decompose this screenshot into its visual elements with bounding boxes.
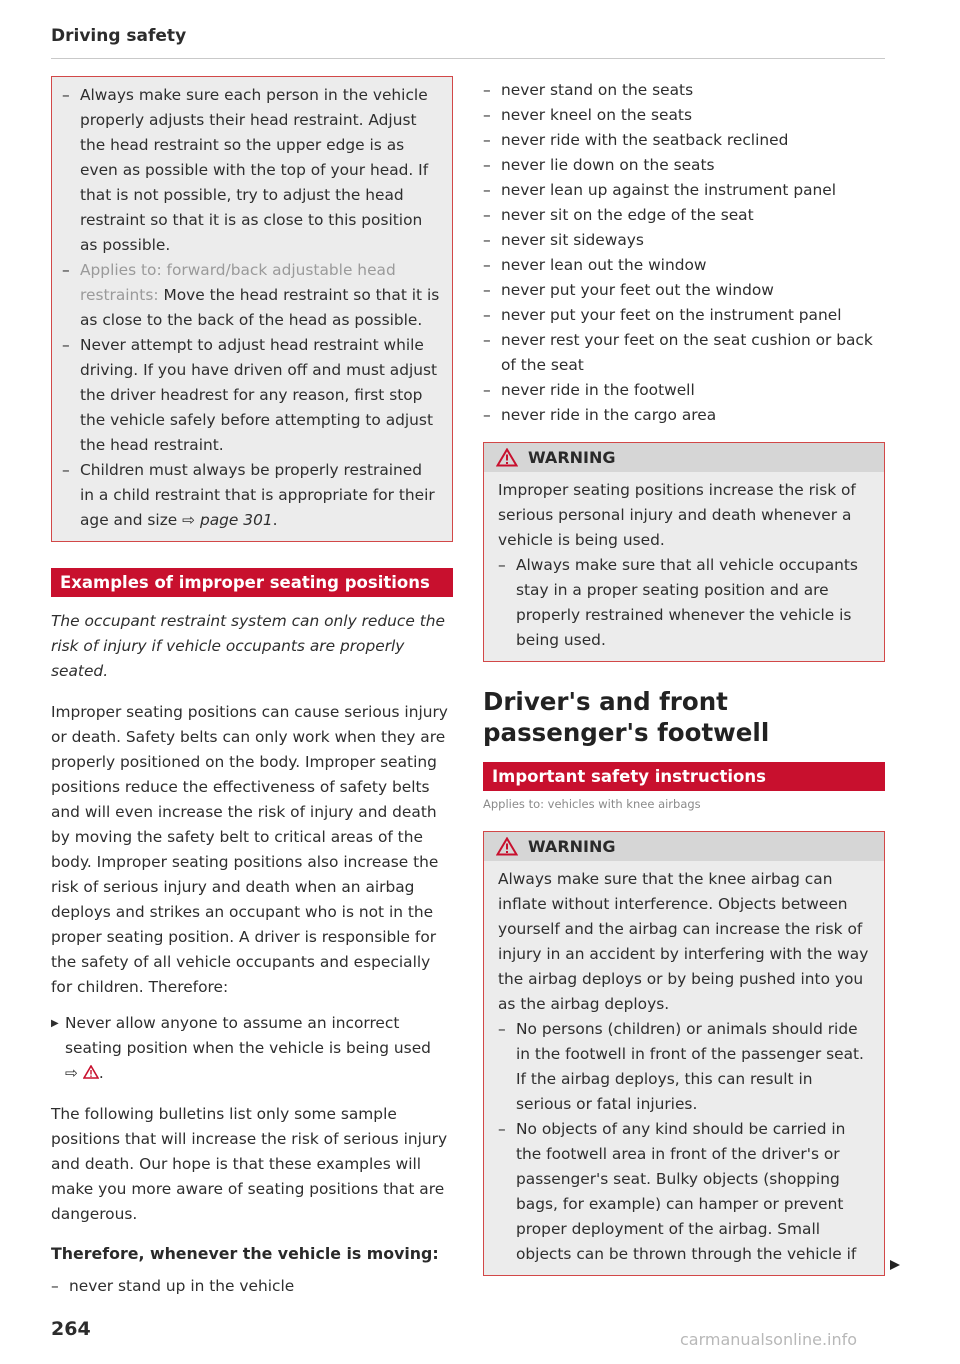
warning-box — [483, 831, 885, 1276]
warning-text: Improper seating positions increase the risk of serious personal injury and death whenever a vehicle is being used. — [498, 481, 856, 549]
list-item: – never put your feet out the window — [483, 278, 885, 303]
continue-arrow-icon — [888, 1258, 902, 1272]
list-item: – Children must always be properly restrained in a child restraint that is appropriate for their age and size ⇨ page 301. — [62, 458, 440, 533]
list-item: – No persons (children) or animals should ride in the footwell in front of the passenger seat. If the airbag deploys, this can result in serious or fatal injuries. — [498, 1017, 870, 1117]
warning-box — [483, 442, 885, 662]
applies-to-note: Applies to: vehicles with knee airbags — [483, 797, 701, 811]
warning-header — [484, 443, 884, 472]
section-bar: Examples of improper seating positions — [51, 568, 453, 597]
list-item: – Applies to: forward/back adjustable head restraints: Move the head restraint so that it is as close to the back of the head as possible. — [62, 258, 440, 333]
page-number: 264 — [51, 1318, 91, 1340]
warning-triangle-icon — [496, 448, 518, 467]
section-intro: The occupant restraint system can only reduce the risk of injury if vehicle occupants are properly seated. — [51, 612, 445, 680]
paragraph: Improper seating positions can cause serious injury or death. Safety belts can only work when they are properly positioned on the body. Improper seating positions reduce the effectiveness of safety belts and will even increase the risk of injury and death by moving the safety belt to critical areas of the body. Improper seating positions also increase the risk of serious injury and death when an airbag deploys and strikes an occupant who is not in the proper seating position. A driver is responsible for the safety of all vehicle occupants and especially for children. Therefore: — [51, 703, 448, 996]
triangle-bullet-icon: ▶ — [51, 1018, 59, 1029]
list-item: – never ride with the seatback reclined — [483, 128, 885, 153]
warning-text: Always make sure that the knee airbag can inflate without interference. Objects between yourself and the airbag can increase the risk of injury in an accident by interfering with the way the airbag deploys or by being pushed into you as the airbag deploys. — [498, 870, 869, 1013]
list-item: – never stand up in the vehicle — [51, 1274, 453, 1299]
section-title: Driver's and front passenger's footwell — [483, 687, 770, 747]
head-restraint-notebox — [51, 76, 453, 542]
paragraph: The following bulletins list only some sample positions that will increase the risk of serious injury and death. Our hope is that these examples will make you more aware of seating positions that are dangerous. — [51, 1105, 448, 1223]
warning-reference-link[interactable]: ⇨ . — [65, 1064, 104, 1082]
list-item: – Always make sure that all vehicle occupants stay in a proper seating position and are properly restrained whenever the vehicle is being used. — [498, 553, 870, 653]
list-item: – never lean up against the instrument panel — [483, 178, 885, 203]
list-item: – never kneel on the seats — [483, 103, 885, 128]
warning-triangle-icon — [496, 837, 518, 856]
list-item: – never ride in the footwell — [483, 378, 885, 403]
list-item: – never sit on the edge of the seat — [483, 203, 885, 228]
list-item: – never lie down on the seats — [483, 153, 885, 178]
page-reference-link[interactable]: ⇨ page 301 — [182, 511, 273, 529]
header-title: Driving safety — [51, 26, 187, 46]
left-column — [51, 76, 453, 1299]
list-item: – No objects of any kind should be carried in the footwell area in front of the driver's or passenger's seat. Bulky objects (shopping bags, for example) can hamper or prevent proper deployment of the airbag. Small objects can be thrown through the vehicle if — [498, 1117, 870, 1267]
list-item: – Never attempt to adjust head restraint while driving. If you have driven off and must adjust the driver headrest for any reason, first stop the vehicle safely before attempting to adjust the head restraint. — [62, 333, 440, 458]
bold-heading: Therefore, whenever the vehicle is moving: — [51, 1244, 439, 1263]
warning-title: WARNING — [528, 837, 616, 856]
warning-header — [484, 832, 884, 861]
bullet-item: ▶ Never allow anyone to assume an incorrect seating position when the vehicle is being used ⇨ . — [51, 1011, 453, 1086]
list-item: – Always make sure each person in the vehicle properly adjusts their head restraint. Adjust the head restraint so the upper edge is as even as possible with the top of your head. If that is not possible, try to adjust the head restraint so that it is as close to this position as possible. — [62, 83, 440, 258]
running-header — [51, 26, 885, 59]
right-column — [483, 76, 885, 1276]
list-item: – never put your feet on the instrument panel — [483, 303, 885, 328]
warning-triangle-icon — [83, 1065, 99, 1079]
list-item: – never stand on the seats — [483, 78, 885, 103]
list-item: – never lean out the window — [483, 253, 885, 278]
applies-prefix: Applies to: forward/back adjustable head restraints: — [80, 261, 396, 304]
warning-title: WARNING — [528, 448, 616, 467]
list-item: – never sit sideways — [483, 228, 885, 253]
subsection-bar: Important safety instructions — [483, 762, 885, 791]
list-item: – never rest your feet on the seat cushion or back of the seat — [483, 328, 885, 378]
list-item: – never ride in the cargo area — [483, 403, 885, 428]
watermark: carmanualsonline.info — [680, 1330, 858, 1349]
